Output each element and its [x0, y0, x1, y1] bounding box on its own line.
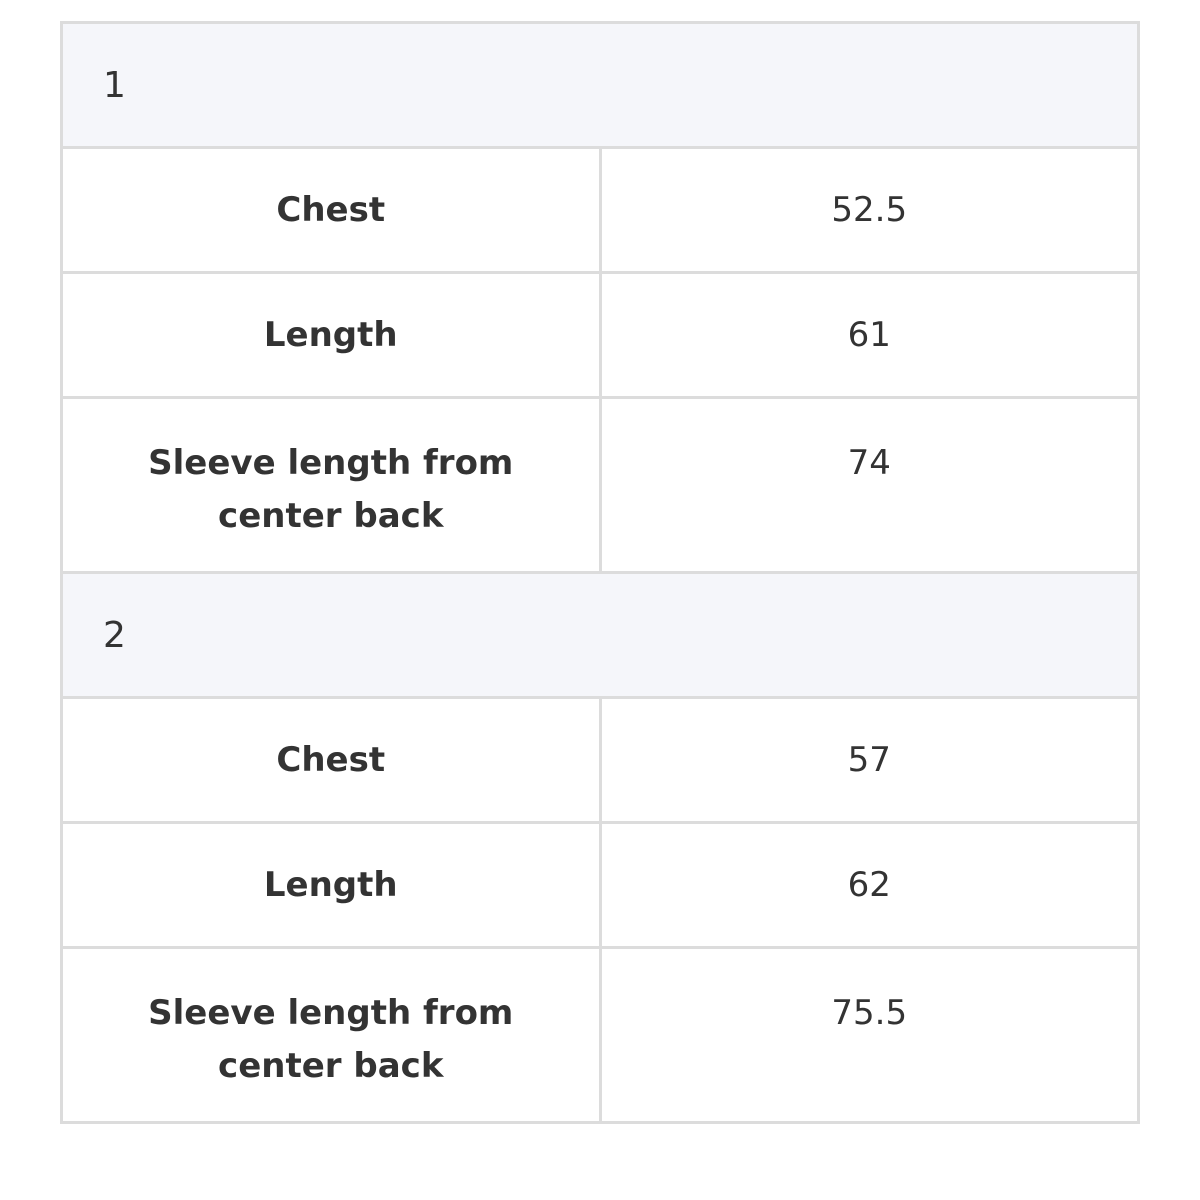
size-chart-table — [60, 21, 1140, 1124]
table-row — [62, 823, 1139, 948]
measurement-value: 75.5 — [600, 948, 1139, 1123]
table-row — [62, 148, 1139, 273]
measurement-label: Length — [62, 823, 601, 948]
measurement-label: Chest — [62, 698, 601, 823]
measurement-label: Sleeve length from center back — [62, 398, 601, 573]
measurement-value: 57 — [600, 698, 1139, 823]
measurement-value: 61 — [600, 273, 1139, 398]
measurement-label: Length — [62, 273, 601, 398]
table-row — [62, 698, 1139, 823]
measurement-label: Sleeve length from center back — [62, 948, 601, 1123]
size-header-row — [62, 573, 1139, 698]
measurement-label: Chest — [62, 148, 601, 273]
table-row — [62, 948, 1139, 1123]
size-header-row — [62, 23, 1139, 148]
measurement-value: 62 — [600, 823, 1139, 948]
size-label: 1 — [62, 23, 1139, 148]
measurement-value: 74 — [600, 398, 1139, 573]
measurement-value: 52.5 — [600, 148, 1139, 273]
table-row — [62, 273, 1139, 398]
table-row — [62, 398, 1139, 573]
size-label: 2 — [62, 573, 1139, 698]
